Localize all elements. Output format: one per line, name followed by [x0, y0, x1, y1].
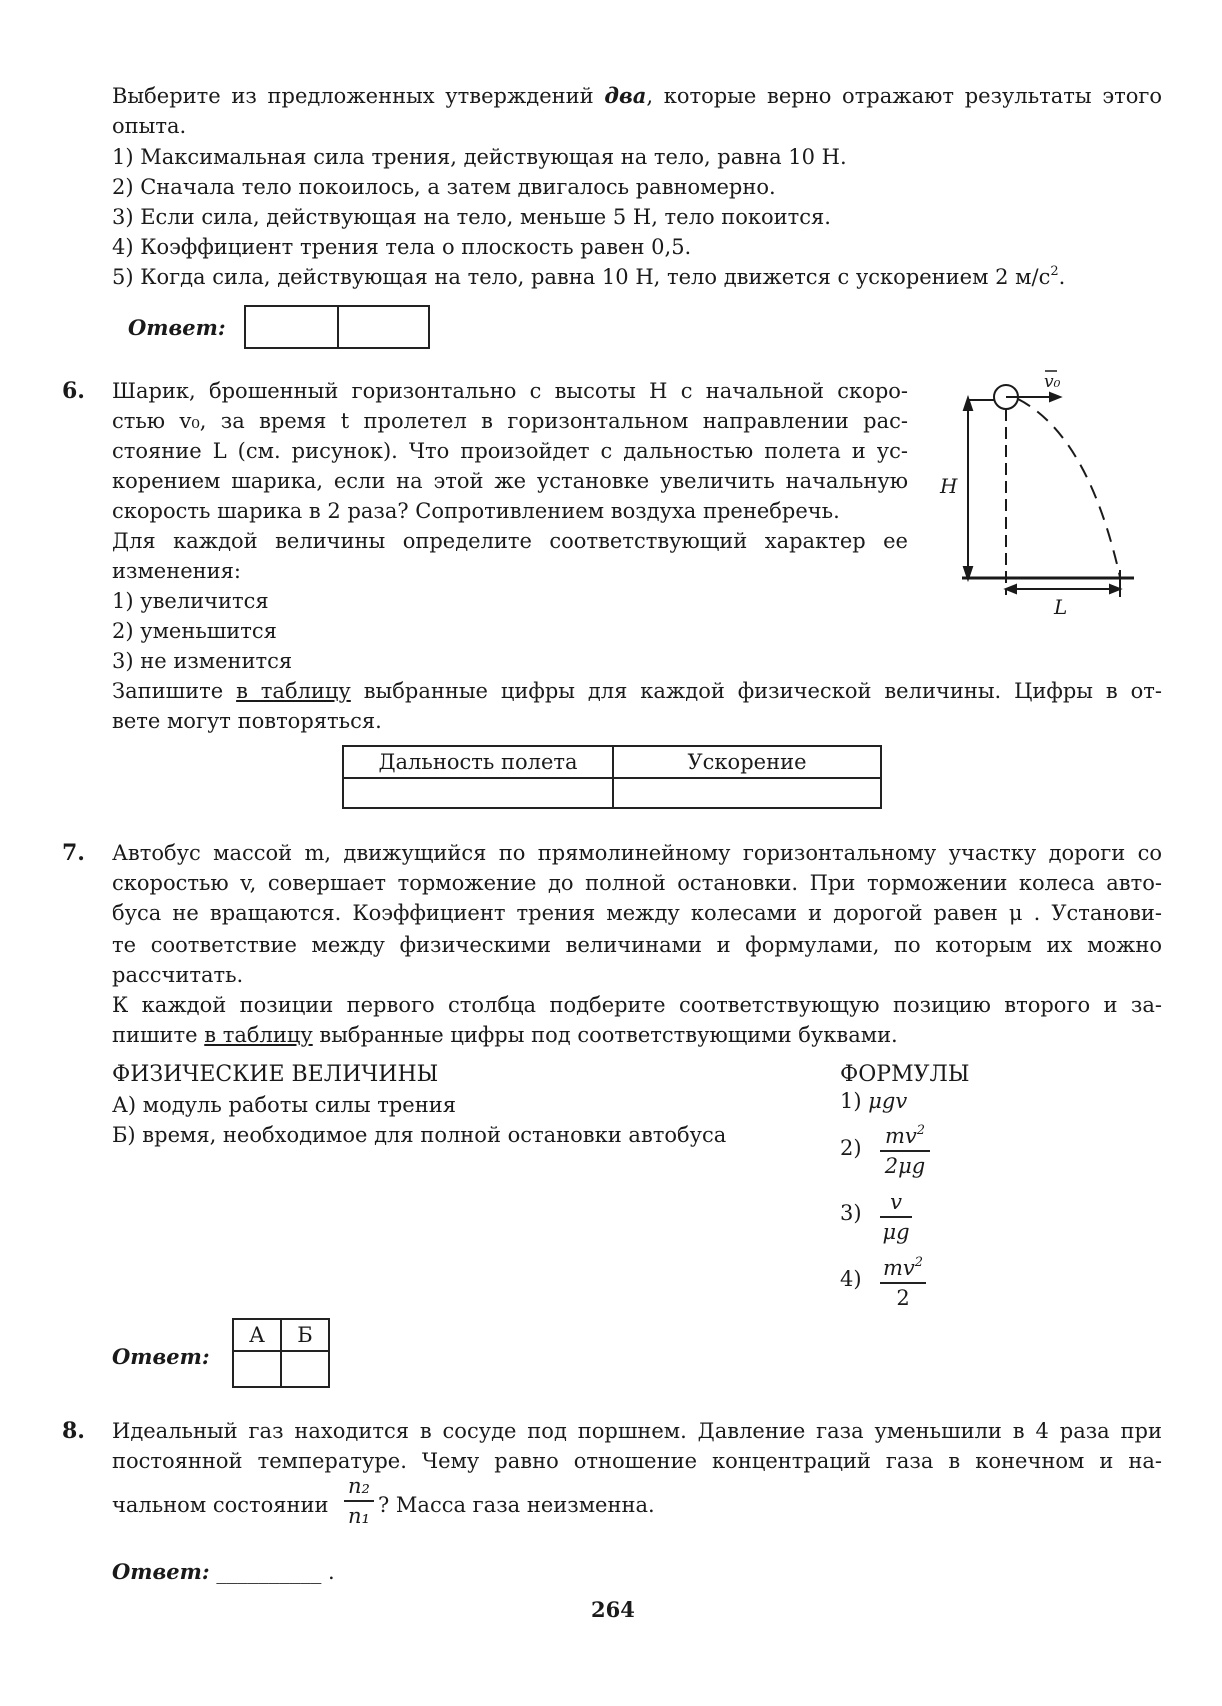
q7-col1-header: ФИЗИЧЕСКИЕ ВЕЛИЧИНЫ — [112, 1062, 439, 1087]
q7-line-7: пишите в таблицу выбранные цифры под соответствующими буквами. — [112, 1023, 898, 1047]
q8-line-2: постоянной температуре. Чему равно отношение концентраций газа в конечном и на- — [112, 1449, 1162, 1473]
q7-answer-label: Ответ: — [112, 1344, 210, 1369]
formula-4: $mv^2$ 2 — [880, 1256, 926, 1310]
formula-2: $mv^2$ 2μg — [880, 1124, 930, 1178]
q5-answer-label: Ответ: — [128, 315, 226, 340]
velocity-arrowhead — [1050, 393, 1060, 401]
q7-answer-cell-a[interactable] — [233, 1351, 281, 1387]
q8-answer-blank[interactable]: __________ — [216, 1560, 322, 1584]
projectile-diagram — [920, 365, 1150, 625]
formula-3-label: 3) — [840, 1201, 862, 1225]
q8-line-3-end: ? Масса газа неизменна. — [378, 1493, 655, 1517]
q6-header-range: Дальность полета — [343, 746, 613, 778]
q5-answer-box[interactable] — [244, 305, 430, 349]
q7-line-3: буса не вращаются. Коэффициент трения между колесами и дорогой равен μ . Установи- — [112, 901, 1162, 925]
q6-answer-table — [342, 745, 882, 809]
q7-answer-cell-b[interactable] — [281, 1351, 329, 1387]
q6-line-7: изменения: — [112, 559, 241, 583]
q6-choice-3: 3) не изменится — [112, 649, 293, 673]
q6-line-4: корением шарика, если на этой же установке увеличить начальную — [112, 469, 908, 493]
label-H: H — [940, 474, 958, 498]
q5-answer-divider — [337, 307, 339, 347]
formula-3: v μg — [880, 1190, 912, 1244]
formula-2-label: 2) — [840, 1136, 862, 1160]
label-v0: v₀ — [1044, 372, 1061, 392]
q7-line-5: рассчитать. — [112, 963, 244, 987]
q7-answer-table — [232, 1318, 330, 1388]
q6-answer-acceleration-cell[interactable] — [613, 778, 881, 808]
q6-line-5: скорость шарика в 2 раза? Сопротивлением воздуха пренебречь. — [112, 499, 840, 523]
trajectory — [1018, 399, 1120, 577]
q6-choice-2: 2) уменьшится — [112, 619, 277, 643]
q7-col2-header: ФОРМУЛЫ — [840, 1062, 970, 1087]
q6-table-instruction: Запишите в таблицу выбранные цифры для каждой физической величины. Цифры в от- — [112, 679, 1163, 703]
q7-number: 7. — [62, 840, 85, 866]
q5-intro-line1: Выберите из предложенных утверждений два, которые верно отражают результаты этого — [112, 83, 1162, 108]
q5-option-2: 2) Сначала тело покоилось, а затем двигалось равномерно. — [112, 175, 776, 199]
q5-option-3: 3) Если сила, действующая на тело, меньше 5 Н, тело покоится. — [112, 205, 831, 229]
q7-line-1: Автобус массой m, движущийся по прямолинейному горизонтальному участку дороги со — [112, 841, 1162, 865]
q7-answer-header-a: А — [233, 1319, 281, 1351]
q5-option-5: 5) Когда сила, действующая на тело, равна 10 Н, тело движется с ускорением 2 $м/с^2$. — [112, 264, 1066, 289]
q7-line-2: скоростью v, совершает торможение до полной остановки. При торможении колеса авто- — [112, 871, 1162, 895]
q8-concentration-fraction: n₂ n₁ — [344, 1474, 374, 1528]
page-number: 264 — [591, 1597, 635, 1622]
q8-line-1: Идеальный газ находится в сосуде под поршнем. Давление газа уменьшили в 4 раза при — [112, 1419, 1162, 1443]
q8-line-3-start: чальном состоянии — [112, 1493, 329, 1517]
q6-line-3: стояние L (см. рисунок). Что произойдет с дальностью полета и ус- — [112, 439, 908, 463]
q7-line-6: К каждой позиции первого столбца подберите соответствующую позицию второго и за- — [112, 993, 1162, 1017]
q6-number: 6. — [62, 378, 85, 404]
q8-answer-line: Ответ: __________ . — [112, 1559, 335, 1584]
q6-line-6: Для каждой величины определите соответствующий характер ее — [112, 529, 908, 553]
q6-choice-1: 1) увеличится — [112, 589, 269, 613]
q5-option-1: 1) Максимальная сила трения, действующая на тело, равна 10 Н. — [112, 145, 847, 169]
q6-answer-range-cell[interactable] — [343, 778, 613, 808]
q7-item-b: Б) время, необходимое для полной остановки автобуса — [112, 1123, 727, 1147]
q7-item-a: А) модуль работы силы трения — [112, 1093, 456, 1117]
q5-option-4: 4) Коэффициент трения тела о плоскость равен 0,5. — [112, 235, 692, 259]
q6-table-instruction-line2: вете могут повторяться. — [112, 709, 382, 733]
q8-number: 8. — [62, 1418, 85, 1444]
q7-line-4: те соответствие между физическими величинами и формулами, по которым их можно — [112, 933, 1162, 957]
q6-header-acceleration: Ускорение — [613, 746, 881, 778]
q6-line-2: стью v₀, за время t пролетел в горизонтальном направлении рас- — [112, 409, 908, 433]
label-L: L — [1054, 595, 1068, 619]
q7-answer-header-b: Б — [281, 1319, 329, 1351]
q5-intro-line2: опыта. — [112, 114, 187, 138]
q6-line-1: Шарик, брошенный горизонтально с высоты H с начальной скоро- — [112, 379, 908, 403]
formula-1: 1) μgv — [840, 1089, 908, 1113]
formula-4-label: 4) — [840, 1267, 862, 1291]
